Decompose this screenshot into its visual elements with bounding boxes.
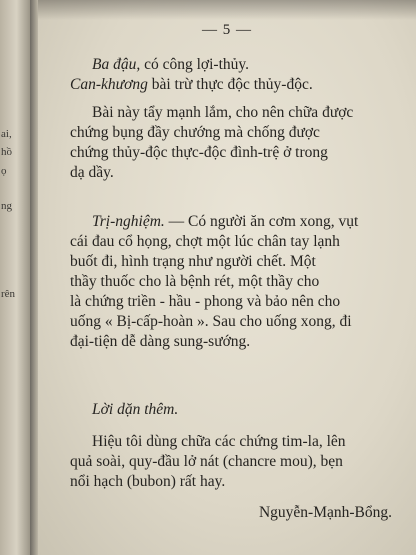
left-page-fragment: ng	[1, 200, 12, 212]
left-page-fragment: rên	[1, 288, 16, 300]
book-page	[38, 0, 416, 555]
additional-advice-heading	[70, 400, 400, 420]
text-fragment: — Có người ăn cơm xong, vụt	[164, 213, 359, 230]
text-line: là chứng triền - hầu - phong và bảo nên cho	[70, 293, 341, 310]
left-page-fragment: ai,	[1, 128, 12, 140]
text-line: Bài này tẩy mạnh lắm, cho nên chữa được	[92, 104, 354, 121]
ingredient-name: Can-khương	[70, 76, 148, 93]
text-line: quả soài, quy-đầu lở nát (chancre mou), bẹn	[70, 453, 343, 470]
page-number: — 5 —	[202, 22, 252, 38]
author-signature: Nguyễn-Mạnh-Bổng.	[258, 504, 392, 521]
ingredient-effect: bài trừ thực độc thủy-độc.	[147, 76, 313, 93]
text-line: uống « Bị-cấp-hoàn ». Sau cho uống xong, đi	[70, 313, 352, 330]
case-report-heading: Trị-nghiệm.	[92, 213, 165, 230]
ingredient-notes	[70, 55, 400, 95]
text-line: nổi hạch (bubon) rất hay.	[70, 473, 226, 490]
left-page-fragment: hồ	[1, 146, 12, 158]
ingredient-name: Ba đậu,	[92, 56, 141, 73]
text-line: Hiệu tôi dùng chữa các chứng tim-la, lên	[92, 433, 346, 450]
remedy-description	[70, 103, 400, 183]
case-report	[70, 212, 400, 352]
section-heading: Lời dặn thêm.	[92, 401, 179, 418]
additional-advice	[70, 432, 400, 492]
text-line: chứng bụng đầy chướng mà chống được	[70, 124, 320, 141]
text-line: dạ dầy.	[70, 164, 114, 181]
text-line: cái đau cổ họng, chợt một lúc chân tay lạnh	[70, 233, 340, 250]
text-line: chứng thủy-độc thực-độc đình-trệ ở trong	[70, 144, 328, 161]
text-line	[70, 212, 400, 232]
previous-page-edge	[0, 0, 30, 555]
left-page-fragment: ọ	[1, 165, 7, 177]
text-line: buốt đi, hình trạng như người chết. Một	[70, 253, 316, 270]
ingredient-effect: có công lợi-thủy.	[140, 56, 249, 73]
text-line: thầy thuốc cho là bệnh rét, một thầy cho	[70, 273, 320, 290]
text-line: đại-tiện dễ dàng sung-sướng.	[70, 333, 251, 350]
ingredient-line	[70, 55, 400, 75]
ingredient-line	[70, 75, 400, 95]
